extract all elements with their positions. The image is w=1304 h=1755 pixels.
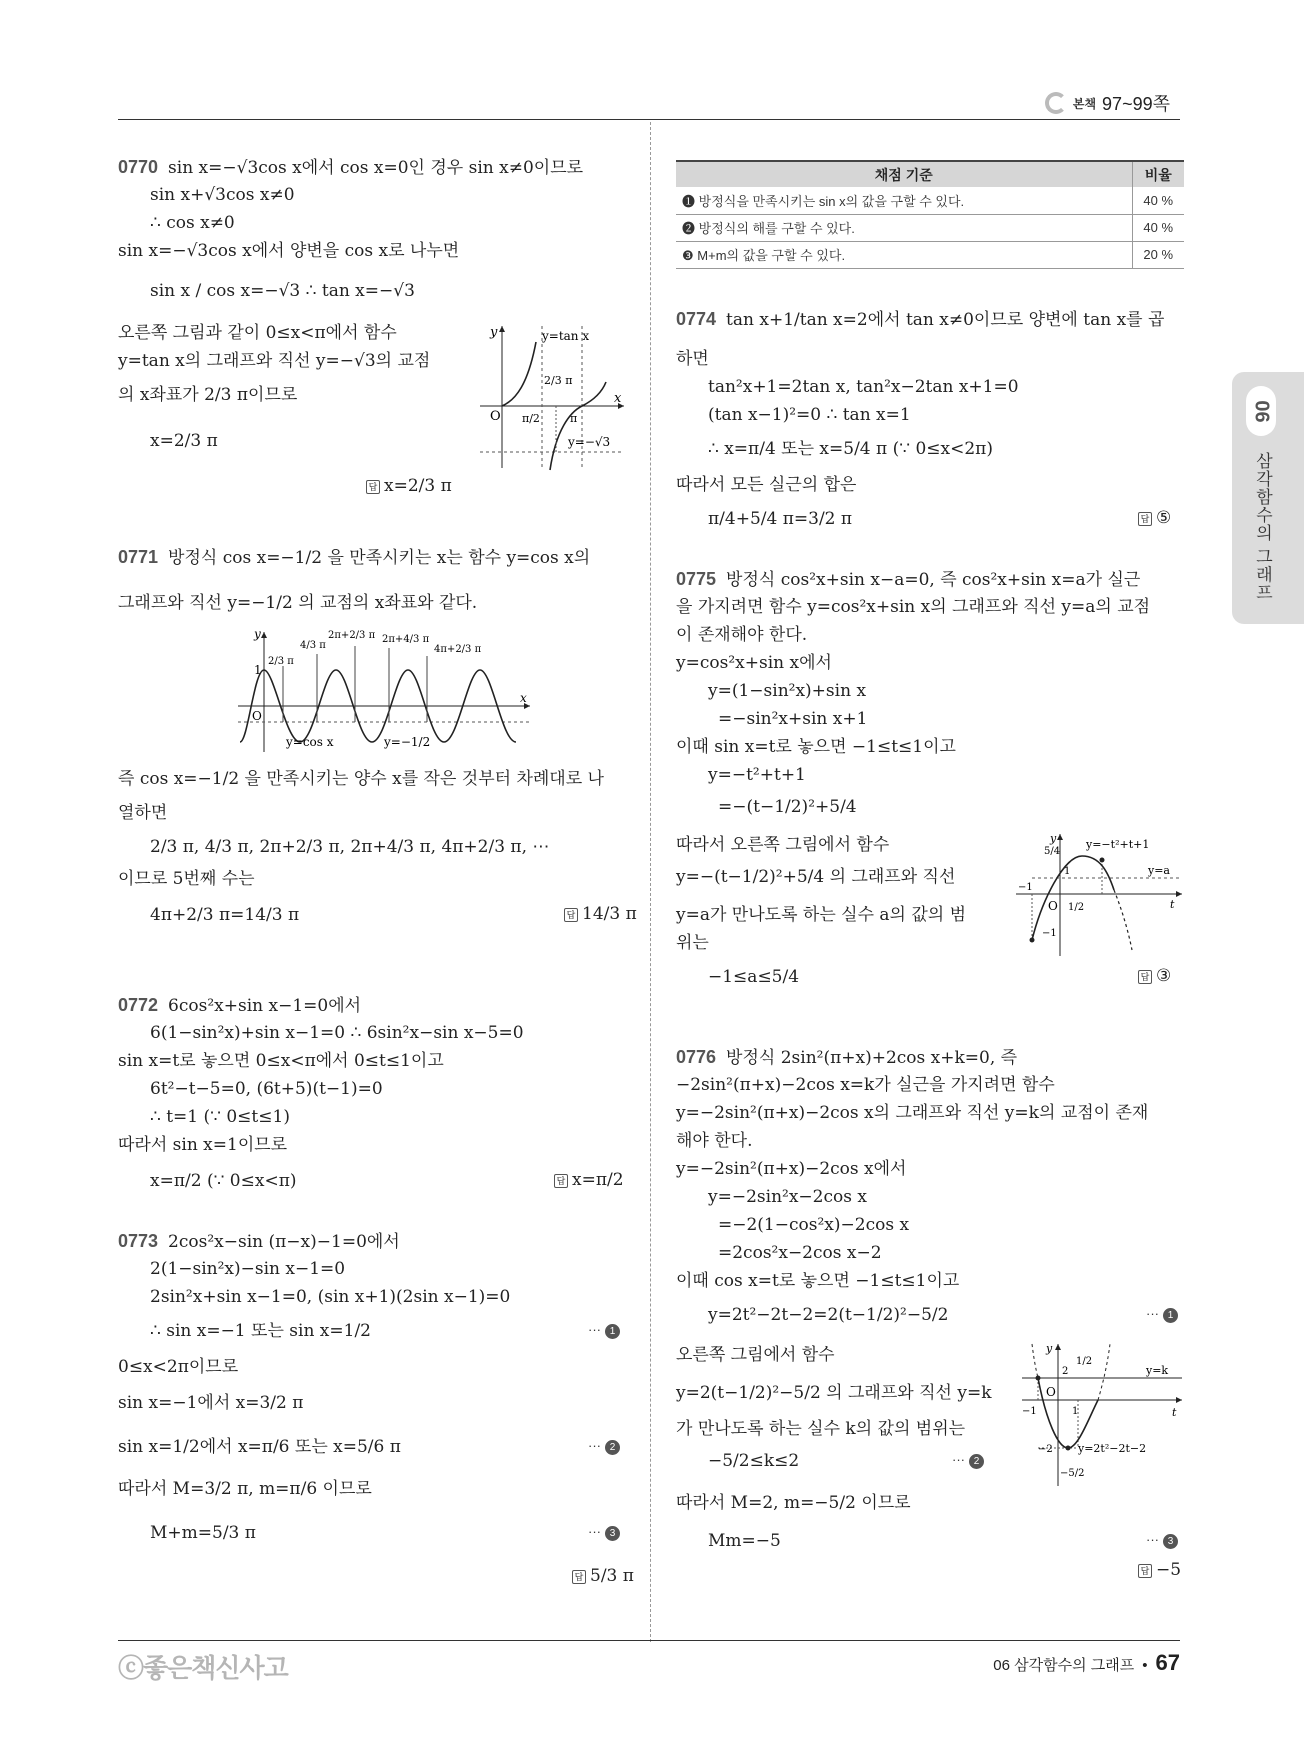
solution-line: y=−2sin²(π+x)−2cos x의 그래프와 직선 y=k의 교점이 존재 (676, 1103, 1149, 1123)
solution-line: 해야 한다. (676, 1131, 753, 1151)
solution-line: 2(1−sin²x)−sin x−1=0 (150, 1259, 346, 1279)
solution-line: (tan x−1)²=0 ∴ tan x=1 (708, 405, 911, 425)
solution-line: =2cos²x−2cos x−2 (718, 1243, 882, 1263)
tan-graph (476, 322, 626, 472)
solution-line: y=tan x의 그래프와 직선 y=−√3의 교점 (118, 351, 431, 371)
axis-y-label: y (254, 627, 261, 641)
tick-label: π (570, 412, 578, 425)
table-row: ❸ M+m의 값을 구할 수 있다. 20 % (676, 241, 1184, 268)
solution-line: tan²x+1=2tan x, tan²x−2tan x+1=0 (708, 377, 1019, 397)
solution-line: sin x=−√3cos x에서 양변을 cos x로 나누면 (118, 241, 460, 261)
solution-line: 이 존재해야 한다. (676, 625, 808, 645)
line-label: y=−1/2 (384, 735, 431, 749)
problem-number: 0775 (676, 569, 717, 589)
solution-line: y=(1−sin²x)+sin x (708, 681, 867, 701)
solution-line: sin x=−1에서 x=3/2 π (118, 1393, 304, 1413)
column-divider (650, 122, 651, 1642)
tick-label: 2/3 π (268, 656, 294, 667)
solution-line: y=−2sin²(π+x)−2cos x에서 (676, 1159, 907, 1179)
page-footer (993, 1650, 1180, 1676)
footer-chapter: 06 삼각함수의 그래프 (993, 1657, 1135, 1674)
origin-label: O (252, 709, 262, 723)
problem-number: 0770 (118, 157, 159, 177)
solution-line: −5/2≤k≤2 (708, 1451, 800, 1471)
parabola-graph-k (1018, 1340, 1186, 1490)
solution-line: 따라서 M=2, m=−5/2 이므로 (676, 1493, 911, 1513)
solution-line: y=2t²−2t−2=2(t−1/2)²−5/2 (708, 1305, 949, 1325)
tick-label: −1 (1018, 882, 1033, 893)
solution-line: 6(1−sin²x)+sin x−1=0 ∴ 6sin²x−sin x−5=0 (150, 1023, 524, 1043)
chapter-tab-title: 삼각함수의 그래프 (1253, 452, 1272, 602)
tick-label: 4π+2/3 π (434, 644, 482, 655)
solution-line: y=−2sin²x−2cos x (708, 1187, 867, 1207)
solution-line: sin x=1/2에서 x=π/6 또는 x=5/6 π (118, 1437, 401, 1457)
step-marker: ··· 3 (588, 1524, 620, 1541)
step-marker: ··· 2 (952, 1452, 984, 1469)
step-marker: ··· 3 (1146, 1532, 1178, 1549)
solution-line: 오른쪽 그림에서 함수 (676, 1345, 835, 1365)
tick-label: −5/2 (1060, 1468, 1085, 1479)
answer: 답 ⑤ (1138, 508, 1171, 528)
problem-number: 0774 (676, 309, 717, 329)
parabola-graph-a (1012, 830, 1186, 960)
tick-label: 1 (1072, 1406, 1079, 1417)
solution-line: y=−t²+t+1 (708, 765, 806, 785)
book-reference (1045, 90, 1170, 116)
curve-label: y=2t²−2t−2 (1078, 1442, 1147, 1455)
origin-label: O (490, 409, 501, 424)
cos-graph (234, 626, 534, 756)
chapter-side-tab (1232, 372, 1304, 624)
tick-label: −2 (1038, 1444, 1053, 1455)
solution-line: sin x=t로 놓으면 0≤x<π에서 0≤t≤1이고 (118, 1051, 444, 1071)
solution-line: ∴ x=π/4 또는 x=5/4 π (∵ 0≤x<2π) (708, 439, 993, 459)
solution-line: x=π/2 (∵ 0≤x<π) (150, 1171, 297, 1191)
solution-line: sin x=−√3cos x에서 cos x=0인 경우 sin x≠0이므로 (168, 158, 584, 178)
solution-line: 방정식 2sin²(π+x)+2cos x+k=0, 즉 (726, 1048, 1018, 1068)
solution-line: −1≤a≤5/4 (708, 967, 800, 987)
solution-line: 6cos²x+sin x−1=0에서 (168, 996, 362, 1016)
tick-label: 2π+4/3 π (382, 634, 430, 645)
solution-line: 2sin²x+sin x−1=0, (sin x+1)(2sin x−1)=0 (150, 1287, 511, 1307)
line-label: y=−√3 (568, 435, 611, 449)
solution-line: ∴ t=1 (∵ 0≤t≤1) (150, 1107, 290, 1127)
origin-label: O (1046, 1385, 1056, 1399)
curve-label: y=tan x (542, 329, 590, 343)
solution-line: 이므로 5번째 수는 (118, 869, 255, 889)
footer-bullet: • (1142, 1657, 1148, 1674)
solution-line: 오른쪽 그림과 같이 0≤x<π에서 함수 (118, 323, 397, 343)
solution-line: 방정식 cos²x+sin x−a=0, 즉 cos²x+sin x=a가 실근 (726, 570, 1141, 590)
solution-line: Mm=−5 (708, 1531, 781, 1551)
chapter-number-badge: 06 (1246, 386, 1276, 436)
solution-line: 의 x좌표가 2/3 π이므로 (118, 385, 298, 405)
solution-line: 위는 (676, 933, 709, 953)
axis-x-label: t (1172, 1406, 1177, 1419)
solution-line: x=2/3 π (150, 431, 218, 451)
solution-line: 6t²−t−5=0, (6t+5)(t−1)=0 (150, 1079, 383, 1099)
tick-label: 2/3 π (544, 374, 573, 387)
solution-line: y=−(t−1/2)²+5/4 의 그래프와 직선 (676, 867, 956, 887)
solution-line: π/4+5/4 π=3/2 π (708, 509, 853, 529)
solution-line: sin x / cos x=−√3 ∴ tan x=−√3 (150, 281, 415, 301)
answer: 답 −5 (1138, 1560, 1181, 1580)
solution-line: ∴ sin x=−1 또는 sin x=1/2 (150, 1321, 371, 1341)
solution-line: 따라서 sin x=1이므로 (118, 1135, 288, 1155)
solution-line: 을 가지려면 함수 y=cos²x+sin x의 그래프와 직선 y=a의 교점 (676, 597, 1151, 617)
solution-line: =−(t−1/2)²+5/4 (718, 797, 857, 817)
problem-number: 0776 (676, 1047, 717, 1067)
origin-label: O (1048, 899, 1058, 913)
problem-number: 0773 (118, 1231, 159, 1251)
axis-y-label: y (1050, 832, 1057, 845)
page-header (118, 88, 1180, 120)
answer: 답 x=2/3 π (366, 476, 452, 496)
axis-x-label: x (520, 691, 527, 705)
book-pages: 97~99쪽 (1102, 94, 1170, 114)
publisher-logo: ⓒ좋은책신사고 (118, 1653, 288, 1683)
curve-label: y=cos x (286, 735, 334, 749)
solution-line: tan x+1/tan x=2에서 tan x≠0이므로 양변에 tan x를 곱 (726, 310, 1165, 330)
answer: 답 5/3 π (572, 1566, 634, 1586)
book-label: 본책 (1072, 96, 1097, 111)
curve-label: y=−t²+t+1 (1086, 838, 1150, 851)
solution-line: y=a가 만나도록 하는 실수 a의 값의 범 (676, 905, 967, 925)
solution-line: 이때 sin x=t로 놓으면 −1≤t≤1이고 (676, 737, 956, 757)
solution-line: −2sin²(π+x)−2cos x=k가 실근을 가지려면 함수 (676, 1075, 1055, 1095)
solution-line: 그래프와 직선 y=−1/2 의 교점의 x좌표와 같다. (118, 593, 478, 613)
tick-label: π/2 (522, 412, 540, 425)
tick-label: 2π+2/3 π (328, 630, 376, 641)
axis-x-label: x (614, 391, 622, 406)
solution-line: =−2(1−cos²x)−2cos x (718, 1215, 910, 1235)
solution-line: 가 만나도록 하는 실수 k의 값의 범위는 (676, 1419, 966, 1439)
answer: 답 ③ (1138, 966, 1171, 986)
problem-number: 0772 (118, 995, 159, 1015)
solution-line: 따라서 M=3/2 π, m=π/6 이므로 (118, 1479, 372, 1499)
tick-label: 2 (1062, 1366, 1069, 1377)
solution-line: 방정식 cos x=−1/2 을 만족시키는 x는 함수 y=cos x의 (168, 548, 591, 568)
axis-y-label: y (1046, 1342, 1053, 1355)
solution-line: M+m=5/3 π (150, 1523, 256, 1543)
step-marker: ··· 1 (1146, 1306, 1178, 1323)
line-label: y=a (1148, 864, 1170, 877)
solution-line: 2cos²x−sin (π−x)−1=0에서 (168, 1232, 400, 1252)
tick-label: 1/2 (1068, 902, 1085, 913)
page-number: 67 (1155, 1650, 1180, 1675)
axis-y-label: y (490, 325, 498, 340)
table-row: ❶ 방정식을 만족시키는 sin x의 값을 구할 수 있다. 40 % (676, 187, 1184, 214)
grading-table (676, 160, 1184, 269)
table-header: 채점 기준 (676, 161, 1132, 187)
solution-line: 2/3 π, 4/3 π, 2π+2/3 π, 2π+4/3 π, 4π+2/3 π, ⋯ (150, 837, 550, 857)
arrow-arc-icon (1045, 92, 1067, 114)
solution-line: 4π+2/3 π=14/3 π (150, 905, 300, 925)
solution-line: 이때 cos x=t로 놓으면 −1≤t≤1이고 (676, 1271, 960, 1291)
solution-line: 따라서 오른쪽 그림에서 함수 (676, 835, 890, 855)
solution-line: y=2(t−1/2)²−5/2 의 그래프와 직선 y=k (676, 1383, 992, 1403)
solution-line: ∴ cos x≠0 (150, 213, 235, 233)
solution-line: 하면 (676, 349, 709, 369)
answer: 답 x=π/2 (554, 1170, 624, 1190)
tick-label: 1 (254, 663, 262, 677)
solution-line: y=cos²x+sin x에서 (676, 653, 832, 673)
answer: 답 14/3 π (564, 904, 637, 924)
tick-label: 4/3 π (300, 640, 326, 651)
table-header: 비율 (1132, 161, 1184, 187)
footer-rule (118, 1640, 1180, 1641)
line-label: y=k (1146, 1364, 1169, 1377)
axis-x-label: t (1170, 898, 1175, 911)
step-marker: ··· 1 (588, 1322, 620, 1339)
table-row: ❷ 방정식의 해를 구할 수 있다. 40 % (676, 214, 1184, 241)
solution-line: sin x+√3cos x≠0 (150, 185, 295, 205)
solution-line: 0≤x<2π이므로 (118, 1357, 239, 1377)
tick-label: −1 (1022, 1406, 1037, 1417)
tick-label: 5/4 (1044, 846, 1061, 857)
step-marker: ··· 2 (588, 1438, 620, 1455)
solution-line: =−sin²x+sin x+1 (718, 709, 868, 729)
solution-line: 즉 cos x=−1/2 을 만족시키는 양수 x를 작은 것부터 차례대로 나 (118, 769, 604, 789)
tick-label: 1 (1064, 866, 1071, 877)
solution-line: 열하면 (118, 803, 168, 823)
tick-label: 1/2 (1076, 1356, 1093, 1367)
problem-number: 0771 (118, 547, 159, 567)
tick-label: −1 (1042, 928, 1057, 939)
solution-line: 따라서 모든 실근의 합은 (676, 475, 857, 495)
